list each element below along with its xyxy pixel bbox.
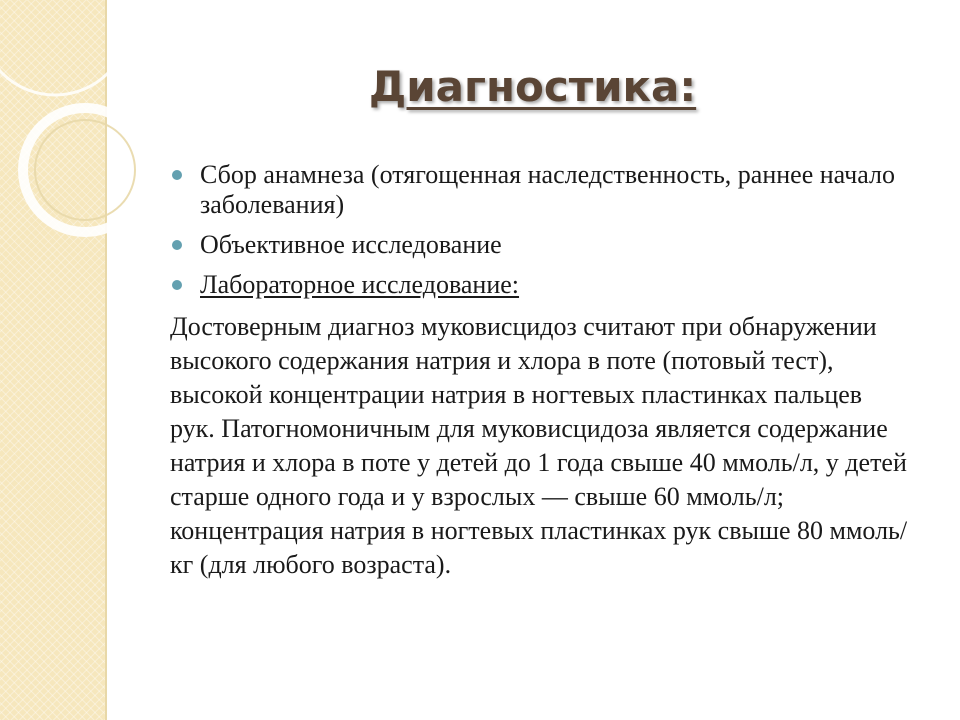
- decorative-ring-bottom: [23, 108, 147, 232]
- bullet-dot-icon: [172, 240, 182, 250]
- decorative-ring-bottom-inner: [35, 120, 135, 220]
- diagnosis-paragraph: Достоверным диагноз муковисцидоз считают при обнаружении высокого содержания натрия и хлора в поте (потовый тест), высокой концентрации натрия в ногтевых пластинках пальцев рук. Патогномоничным для муковисцидоза является содержание натрия и хлора в поте у детей до 1 года свыше 40 ммоль/л, у детей старше одного года и у взрослых — свыше 60 ммоль/л; концентрация натрия в ногтевых пластинках рук свыше 80 ммоль/кг (для любого возраста).: [170, 312, 908, 579]
- slide-body: [170, 160, 910, 582]
- bullet-text: Лабораторное исследование:: [200, 270, 520, 299]
- bullet-text: Объективное исследование: [200, 230, 502, 259]
- bullet-dot-icon: [172, 170, 182, 180]
- decorative-rings: [0, 0, 160, 260]
- bullet-item-anamnesis: [170, 160, 910, 220]
- bullet-list: [170, 160, 910, 300]
- bullet-text: Сбор анамнеза (отягощенная наследственность, раннее начало заболевания): [200, 160, 895, 219]
- slide-title: Диагностика:: [368, 62, 697, 111]
- bullet-dot-icon: [172, 280, 182, 290]
- bullet-item-lab-exam: [170, 270, 910, 300]
- bullet-item-objective-exam: [170, 230, 910, 260]
